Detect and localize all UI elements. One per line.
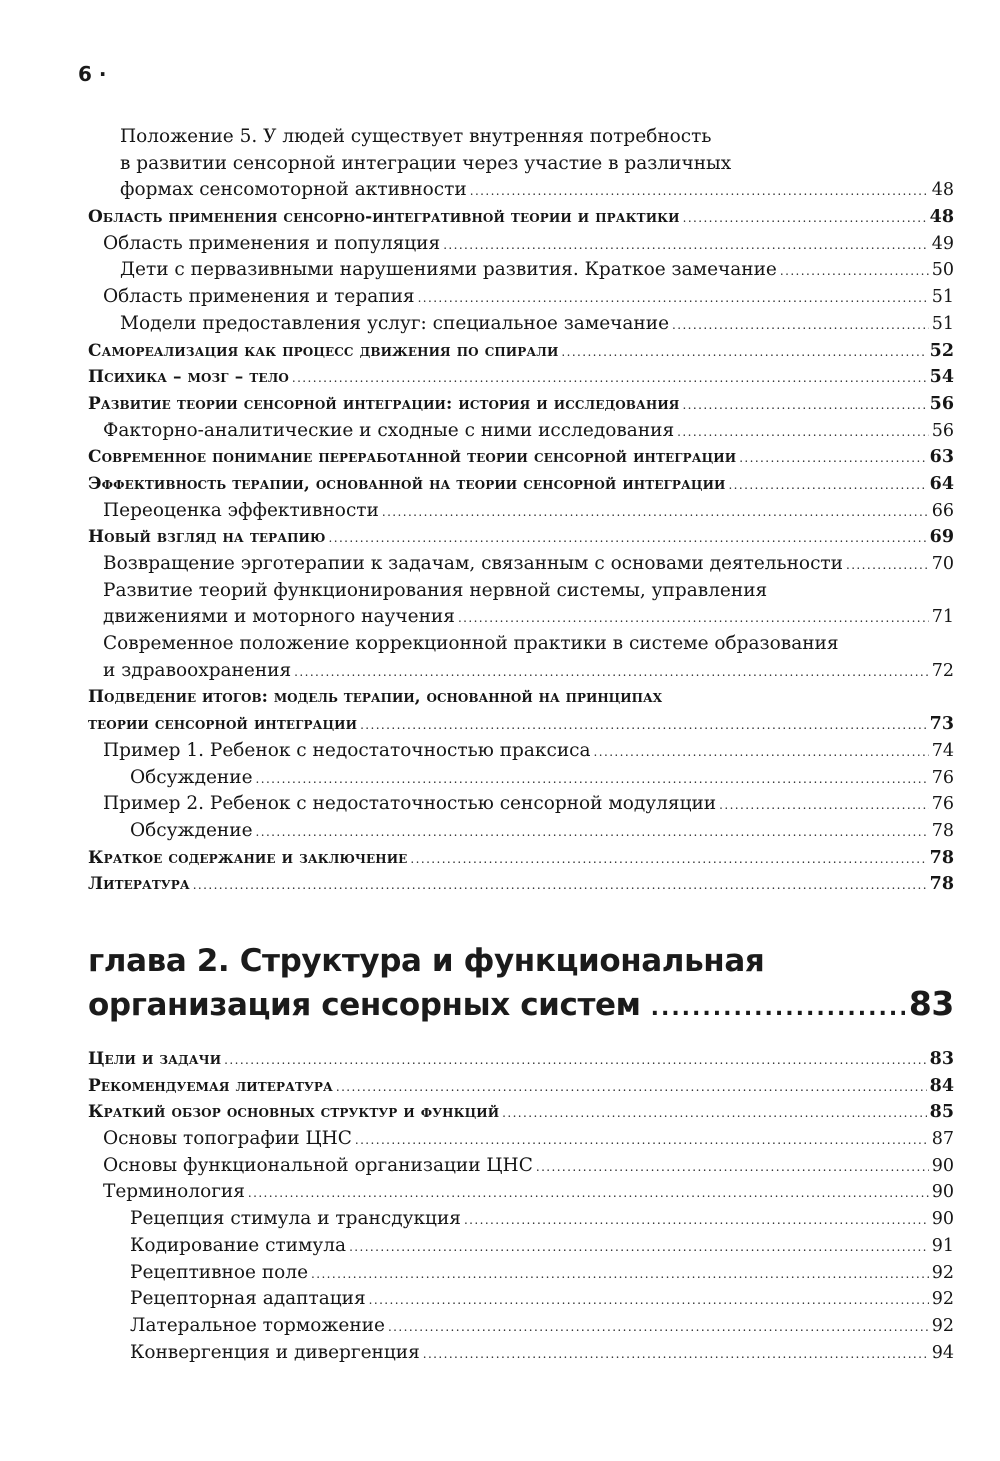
toc-page-number: 92 <box>931 1289 954 1310</box>
toc-entry-title: Эффективность терапии, основанной на теории сенсорной интеграции <box>88 473 726 494</box>
toc-dot-leader <box>464 1207 929 1234</box>
toc-entry-title: Дети с первазивными нарушениями развития. Краткое замечание <box>120 259 777 281</box>
toc-dot-leader <box>677 419 929 446</box>
toc-entry-title: Конвергенция и дивергенция <box>130 1341 420 1363</box>
chapter-title-line-1: глава 2. Структура и функциональная <box>88 943 765 979</box>
toc-entry-title: Обсуждение <box>130 766 253 788</box>
toc-entry-title: Кодирование стимула <box>130 1234 347 1256</box>
toc-page-number: 78 <box>931 820 954 841</box>
page-number: 6 · <box>78 62 107 86</box>
toc-section-entry <box>88 444 954 471</box>
toc-section-entry <box>88 391 954 418</box>
toc-entry-title: Латеральное торможение <box>130 1314 385 1336</box>
toc-entry-title: Основы топографии ЦНС <box>103 1128 352 1150</box>
toc-dot-leader <box>248 1180 929 1207</box>
chapter-title-line-2: организация сенсорных систем <box>88 987 641 1023</box>
toc-page-number: 72 <box>931 660 954 681</box>
toc-subsection-entry <box>88 177 954 204</box>
toc-subsection-entry <box>88 791 954 818</box>
toc-page-number: 76 <box>931 767 954 788</box>
toc-subsection-entry <box>88 1153 954 1180</box>
toc-section-chapter-1 <box>88 124 954 898</box>
toc-dot-leader <box>536 1154 929 1181</box>
toc-entry-title: Модели предоставления услуг: специальное замечание <box>120 312 670 334</box>
toc-dot-leader <box>561 339 926 366</box>
toc-dot-leader <box>292 365 927 392</box>
toc-dot-leader <box>294 659 929 686</box>
toc-page-number: 91 <box>931 1235 954 1256</box>
toc-entry-title: Возвращение эрготерапии к задачам, связанным с основами деятельности <box>103 553 843 574</box>
toc-entry-title: Краткое содержание и заключение <box>88 847 408 868</box>
toc-entry-title: Переоценка эффективности <box>103 499 379 521</box>
toc-dot-leader <box>388 1314 929 1341</box>
toc-section-entry <box>88 364 954 391</box>
toc-page-number: 85 <box>929 1102 954 1123</box>
toc-subsection-entry <box>88 257 954 284</box>
toc-subsection-entry <box>88 1206 954 1233</box>
toc-dot-leader <box>311 1261 929 1288</box>
toc-dot-leader <box>594 739 929 766</box>
toc-dot-leader <box>672 312 929 339</box>
toc-entry-title: Факторно-аналитические и сходные с ними исследования <box>103 419 675 441</box>
toc-dot-leader <box>683 205 927 232</box>
toc-page-number: 83 <box>929 1049 954 1069</box>
toc-dot-leader <box>410 846 926 873</box>
toc-dot-leader <box>336 1074 927 1101</box>
toc-subsection-entry <box>88 658 954 685</box>
toc-entry-title: Рецепция стимула и трансдукция <box>130 1208 461 1230</box>
toc-entry-continued-text: Современное положение коррекционной практики в системе образования <box>103 633 839 655</box>
toc-page-number: 51 <box>931 287 954 308</box>
toc-dot-leader <box>360 712 927 739</box>
toc-page-number: 56 <box>929 393 954 414</box>
toc-page-number: 78 <box>929 847 954 868</box>
toc-page-number: 56 <box>931 420 954 441</box>
toc-page-number: 66 <box>931 500 954 521</box>
toc-section-entry <box>88 845 954 872</box>
toc-page-number: 92 <box>931 1315 954 1336</box>
toc-subsection-entry <box>88 1233 954 1260</box>
toc-dot-leader <box>349 1234 929 1261</box>
toc-page-number: 73 <box>929 714 954 735</box>
toc-section-entry <box>88 524 954 551</box>
toc-dot-leader <box>193 872 927 899</box>
toc-subsection-entry <box>88 765 954 792</box>
toc-section-entry <box>88 871 954 898</box>
toc-subsection-entry <box>88 1313 954 1340</box>
toc-entry-title: Рекомендуемая литература <box>88 1075 333 1096</box>
toc-entry-title: Самореализация как процесс движения по спирали <box>88 340 559 361</box>
toc-dot-leader <box>458 605 929 632</box>
chapter-dot-leader <box>651 987 905 1031</box>
toc-subsection-entry <box>88 738 954 765</box>
toc-subsection-entry <box>88 498 954 525</box>
toc-dot-leader <box>355 1127 929 1154</box>
toc-dot-leader <box>256 819 929 846</box>
toc-subsection-entry <box>88 1179 954 1206</box>
toc-entry-continued-text: Положение 5. У людей существует внутренняя потребность <box>120 126 712 147</box>
toc-dot-leader <box>443 232 929 259</box>
toc-section-entry <box>88 1046 954 1073</box>
toc-subsection-entry <box>88 418 954 445</box>
toc-dot-leader <box>728 472 926 499</box>
toc-dot-leader <box>719 792 929 819</box>
toc-subsection-entry <box>88 1126 954 1153</box>
chapter-page-number: 83 <box>908 984 954 1023</box>
toc-page-number: 51 <box>931 313 954 334</box>
toc-subsection-entry <box>88 604 954 631</box>
toc-entry-title: формах сенсомоторной активности <box>120 179 467 201</box>
toc-entry-title: Пример 2. Ребенок с недостаточностью сенсорной модуляции <box>103 793 717 815</box>
toc-page-number: 90 <box>931 1209 954 1230</box>
toc-entry-title: Основы функциональной организации ЦНС <box>103 1154 533 1176</box>
toc-dot-leader <box>739 445 926 472</box>
toc-entry-title: Область применения и популяция <box>103 232 441 254</box>
toc-section-entry <box>88 471 954 498</box>
toc-entry-title: Новый взгляд на терапию <box>88 527 326 548</box>
toc-page-number: 84 <box>929 1075 954 1096</box>
toc-entry-title: Литература <box>88 874 190 895</box>
toc-entry-continued-text: Подведение итогов: модель терапии, основанной на принципах <box>88 687 663 708</box>
toc-section-entry <box>88 1073 954 1100</box>
toc-dot-leader <box>382 499 929 526</box>
toc-page-number: 69 <box>929 527 954 548</box>
toc-page-number: 48 <box>931 180 954 201</box>
toc-page-number: 70 <box>931 554 954 574</box>
toc-page-number: 54 <box>929 367 954 388</box>
toc-page-number: 76 <box>931 794 954 815</box>
toc-entry-continued-text: Развитие теорий функционирования нервной системы, управления <box>103 579 768 601</box>
toc-dot-leader <box>846 552 929 579</box>
toc-subsection-entry <box>88 284 954 311</box>
toc-dot-leader <box>418 285 929 312</box>
toc-entry-title: движениями и моторного научения <box>103 606 455 628</box>
toc-section-entry <box>88 1099 954 1126</box>
toc-subsection-entry <box>88 1260 954 1287</box>
toc-page-number: 63 <box>929 447 954 468</box>
toc-entry-title: Краткий обзор основных структур и функций <box>88 1102 500 1123</box>
toc-dot-leader <box>423 1341 929 1368</box>
toc-subsection-entry <box>88 1340 954 1367</box>
toc-entry-title: Обсуждение <box>130 819 253 841</box>
toc-page-number: 64 <box>929 473 954 494</box>
toc-entry-title: Цели и задачи <box>88 1049 222 1069</box>
chapter-heading <box>88 940 954 1026</box>
toc-section-entry <box>88 204 954 231</box>
toc-dot-leader <box>470 178 929 205</box>
toc-dot-leader <box>369 1287 929 1314</box>
toc-entry-title: Терминология <box>103 1181 245 1203</box>
toc-section-chapter-2 <box>88 1046 954 1366</box>
toc-entry-title: Пример 1. Ребенок с недостаточностью праксиса <box>103 739 591 761</box>
toc-entry-title: Рецептивное поле <box>130 1261 309 1283</box>
toc-page-number: 49 <box>931 233 954 254</box>
toc-dot-leader <box>502 1100 926 1127</box>
toc-dot-leader <box>329 525 927 552</box>
toc-dot-leader <box>224 1047 926 1074</box>
toc-dot-leader <box>682 392 926 419</box>
toc-entry-title: Рецепторная адаптация <box>130 1288 366 1310</box>
chapter-title-line-2-row <box>88 982 954 1026</box>
toc-entry-title: Область применения сенсорно-интегративной теории и практики <box>88 207 680 228</box>
toc-subsection-entry <box>88 231 954 258</box>
toc-page-number: 71 <box>931 607 954 628</box>
toc-section-entry <box>88 338 954 365</box>
toc-entry-title: Область применения и терапия <box>103 286 415 308</box>
toc-page-number: 92 <box>931 1262 954 1283</box>
toc-page-number: 87 <box>931 1129 954 1150</box>
toc-entry-title: теории сенсорной интеграции <box>88 714 358 735</box>
toc-page-number: 74 <box>931 740 954 761</box>
toc-subsection-entry <box>88 818 954 845</box>
toc-page-number: 90 <box>931 1182 954 1203</box>
toc-entry-title: Психика – мозг – тело <box>88 367 289 388</box>
toc-page-number: 50 <box>931 260 954 281</box>
toc-page-number: 90 <box>931 1155 954 1176</box>
toc-subsection-entry <box>88 311 954 338</box>
toc-entry-title: Развитие теории сенсорной интеграции: история и исследования <box>88 393 680 414</box>
toc-section-entry <box>88 711 954 738</box>
toc-page-number: 78 <box>929 874 954 895</box>
toc-entry-title: Современное понимание переработанной теории сенсорной интеграции <box>88 447 737 468</box>
toc-entry-title: и здравоохранения <box>103 659 292 681</box>
toc-subsection-entry <box>88 1286 954 1313</box>
toc-subsection-entry <box>88 551 954 578</box>
toc-page-number: 52 <box>929 340 954 361</box>
toc-page-number: 94 <box>931 1342 954 1363</box>
toc-page-number: 48 <box>929 207 954 228</box>
toc-dot-leader <box>256 766 929 793</box>
toc-dot-leader <box>780 258 929 285</box>
toc-entry-continued-text: в развитии сенсорной интеграции через участие в различных <box>120 152 732 174</box>
